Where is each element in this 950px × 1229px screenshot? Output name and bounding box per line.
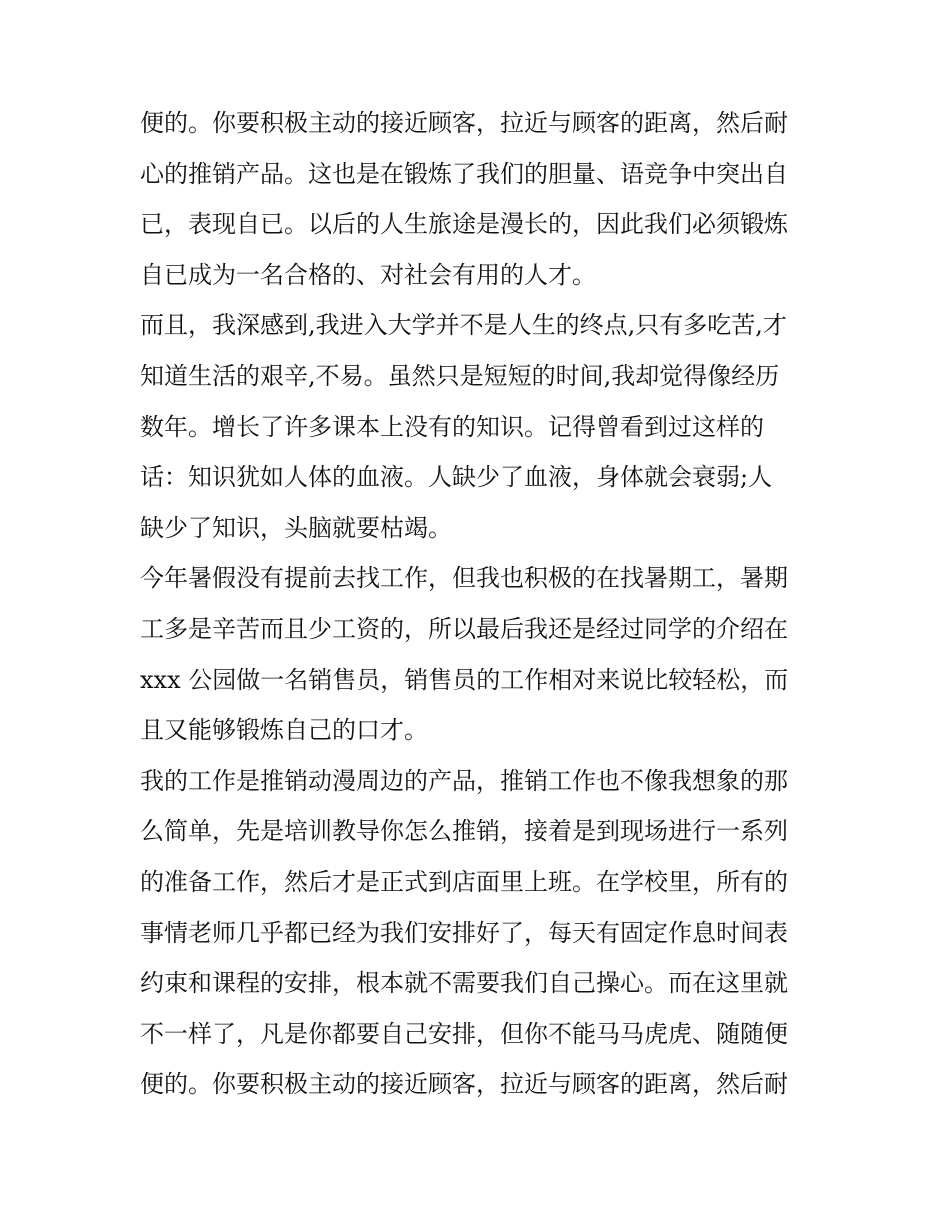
text-line: 我的工作是推销动漫周边的产品，推销工作也不像我想象的那 [140,766,788,795]
text-line: 已，表现自已。以后的人生旅途是漫长的，因此我们必须锻炼 [140,210,788,239]
text-line: 今年暑假没有提前去找工作，但我也积极的在找暑期工，暑期 [140,564,788,593]
text-line: 自已成为一名合格的、对社会有用的人才。 [140,260,596,289]
text-line: 不一样了，凡是你都要自己安排，但你不能马马虎虎、随随便 [140,1019,788,1048]
text-line: 且又能够锻炼自己的口才。 [140,716,428,745]
text-line: 事情老师几乎都已经为我们安排好了，每天有固定作息时间表 [140,918,788,947]
text-line: 约束和课程的安排，根本就不需要我们自己操心。而在这里就 [140,969,788,998]
body-text [140,98,830,1110]
text-line: 便的。你要积极主动的接近顾客，拉近与顾客的距离，然后耐 [140,109,788,137]
text-line: 工多是辛苦而且少工资的，所以最后我还是经过同学的介绍在 [140,614,788,643]
text-line: 数年。增长了许多课本上没有的知识。记得曾看到过这样的 [140,412,764,441]
text-line: 心的推销产品。这也是在锻炼了我们的胆量、语竞争中突出自 [140,159,788,188]
text-line: 的准备工作，然后才是正式到店面里上班。在学校里，所有的 [140,867,788,896]
text-line: 知道生活的艰辛,不易。虽然只是短短的时间,我却觉得像经历 [140,361,780,390]
text-line: 而且，我深感到,我进入大学并不是人生的终点,只有多吃苦,才 [140,311,787,340]
text-line: 话：知识犹如人体的血液。人缺少了血液，身体就会衰弱;人 [140,463,773,492]
text-line: 么简单，先是培训教导你怎么推销，接着是到现场进行一系列 [140,817,788,846]
text-line: 缺少了知识，头脑就要枯竭。 [140,513,452,542]
text-line: xxx 公园做一名销售员，销售员的工作相对来说比较轻松，而 [140,665,789,694]
text-line: 便的。你要积极主动的接近顾客，拉近与顾客的距离，然后耐 [140,1070,788,1099]
